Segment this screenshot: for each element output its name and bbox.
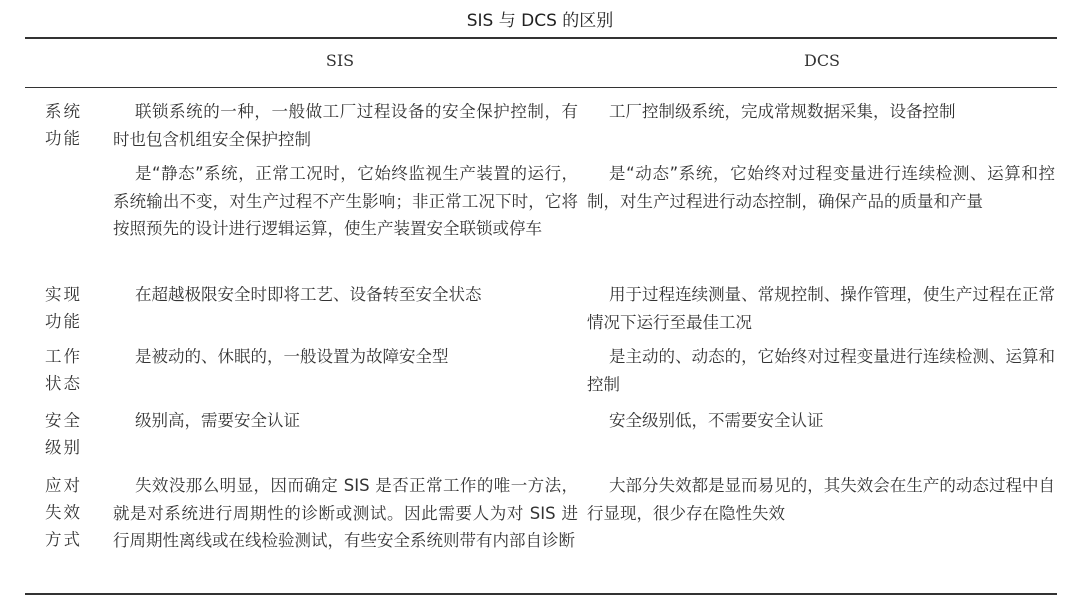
dcs-cell: 工厂控制级系统，完成常规数据采集，设备控制 [609, 102, 956, 121]
dcs-cell: 是“动态”系统，它始终对过程变量进行连续检测、运算和控制，对生产过程进行动态控制，确保产品的质量和产量 [587, 164, 1055, 211]
sis-cell: 是“静态”系统，正常工况时，它始终监视生产装置的运行，系统输出不变，对生产过程不产生影响；非正常工况下时，它将按照预先的设计进行逻辑运算，使生产装置安全联锁或停车 [113, 164, 578, 238]
row-category: 安全 级别 [45, 411, 82, 457]
header-rule [25, 87, 1057, 88]
dcs-cell: 安全级别低，不需要安全认证 [609, 411, 824, 430]
sis-cell: 级别高，需要安全认证 [135, 411, 300, 430]
column-header-sis: SIS [325, 51, 355, 70]
row-category: 系统 功能 [45, 102, 82, 148]
column-header-dcs: DCS [803, 51, 841, 70]
dcs-cell: 是主动的、动态的，它始终对过程变量进行连续检测、运算和控制 [587, 347, 1055, 394]
row-category: 应对 失效 方式 [45, 476, 82, 549]
sis-cell: 在超越极限安全时即将工艺、设备转至安全状态 [135, 285, 482, 304]
row-category: 工作 状态 [45, 347, 82, 393]
row-category: 实现 功能 [45, 285, 82, 331]
sis-cell: 是被动的、休眠的，一般设置为故障安全型 [135, 347, 449, 366]
sis-cell: 联锁系统的一种，一般做工厂过程设备的安全保护控制，有时也包含机组安全保护控制 [113, 102, 578, 149]
sis-cell: 失效没那么明显，因而确定 SIS 是否正常工作的唯一方法，就是对系统进行周期性的诊断或测试。因此需要人为对 SIS 进行周期性离线或在线检验测试，有些安全系统则带有内部自诊断 [113, 476, 578, 550]
dcs-cell: 用于过程连续测量、常规控制、操作管理，使生产过程在正常情况下运行至最佳工况 [587, 285, 1055, 332]
top-rule [25, 37, 1057, 39]
table-title: SIS 与 DCS 的区别 [466, 11, 614, 31]
dcs-cell: 大部分失效都是显而易见的，其失效会在生产的动态过程中自行显现，很少存在隐性失效 [587, 476, 1055, 523]
bottom-rule [25, 593, 1057, 595]
